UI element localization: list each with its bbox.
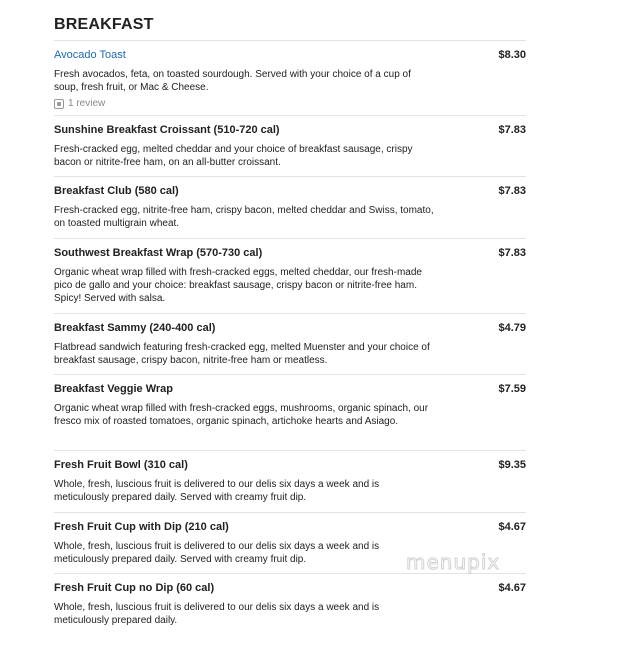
menu-item-breakfast-sammy [54,314,526,375]
menu-item-name: Southwest Breakfast Wrap (570-730 cal) [54,247,263,259]
menu-item-description: Organic wheat wrap filled with fresh-cracked eggs, melted cheddar, our fresh-made pico de gallo and your choice: breakfast sausage, crispy bacon or nitrite-free ham. Spicy! Served with salsa. [54,267,422,304]
section-title: BREAKFAST [54,16,154,33]
menu-item-description: Flatbread sandwich featuring fresh-cracked egg, melted Muenster and your choice of breakfast sausage, crispy bacon, nitrite-free ham or meatless. [54,342,430,366]
review-icon [54,99,64,109]
menu-item-name: Breakfast Veggie Wrap [54,383,174,395]
menu-item-name: Fresh Fruit Cup no Dip (60 cal) [54,582,215,594]
menu-item-avocado-toast [54,41,526,116]
menu-item-price: $4.67 [498,521,526,533]
menu-item-description: Whole, fresh, luscious fruit is delivered to our delis six days a week and is meticulously prepared daily. Served with creamy fruit dip. [54,479,380,503]
menu-item-name: Fresh Fruit Cup with Dip (210 cal) [54,521,229,533]
menu-item-description: Fresh-cracked egg, nitrite-free ham, crispy bacon, melted cheddar and Swiss, tomato, on toasted multigrain wheat. [54,205,434,229]
menu-item-fresh-fruit-cup-no-dip [54,574,526,634]
menupix-watermark: menupix [406,550,501,574]
review-link[interactable] [54,98,105,110]
menu-item-price: $7.59 [498,383,526,395]
menu-item-description: Organic wheat wrap filled with fresh-cracked eggs, mushrooms, organic spinach, our fresco mix of roasted tomatoes, organic spinach, artichoke hearts and Asiago. [54,403,429,427]
menu-item-price: $8.30 [498,49,526,61]
menu-item-price: $4.79 [498,322,526,334]
menu-item-breakfast-veggie-wrap [54,375,526,451]
menu-item-fresh-fruit-bowl [54,451,526,513]
menu-item-description: Fresh avocados, feta, on toasted sourdough. Served with your choice of a cup of soup, fresh fruit, or Mac & Cheese. [54,69,411,93]
menu-item-description: Whole, fresh, luscious fruit is delivered to our delis six days a week and is meticulously prepared daily. [54,602,380,626]
menu-item-price: $9.35 [498,459,526,471]
menu-item-name: Sunshine Breakfast Croissant (510-720 cal) [54,124,280,136]
menu-item-name-link[interactable]: Avocado Toast [54,49,126,61]
menu-item-southwest-breakfast-wrap [54,239,526,314]
menu-item-breakfast-club [54,177,526,239]
menu-item-description: Fresh-cracked egg, melted cheddar and your choice of breakfast sausage, crispy bacon or nitrite-free ham, on an all-butter croissant. [54,144,413,168]
breakfast-menu [54,0,526,634]
review-count: 1 review [68,98,106,109]
menu-item-description: Whole, fresh, luscious fruit is delivered to our delis six days a week and is meticulously prepared daily. Served with creamy fruit dip. [54,541,380,565]
menu-item-name: Fresh Fruit Bowl (310 cal) [54,459,188,471]
menu-item-price: $7.83 [498,247,526,259]
menu-item-price: $4.67 [498,582,526,594]
menu-item-sunshine-breakfast-croissant [54,116,526,177]
menu-item-price: $7.83 [498,185,526,197]
menu-item-price: $7.83 [498,124,526,136]
menu-item-name: Breakfast Sammy (240-400 cal) [54,322,216,334]
menu-item-name: Breakfast Club (580 cal) [54,185,179,197]
